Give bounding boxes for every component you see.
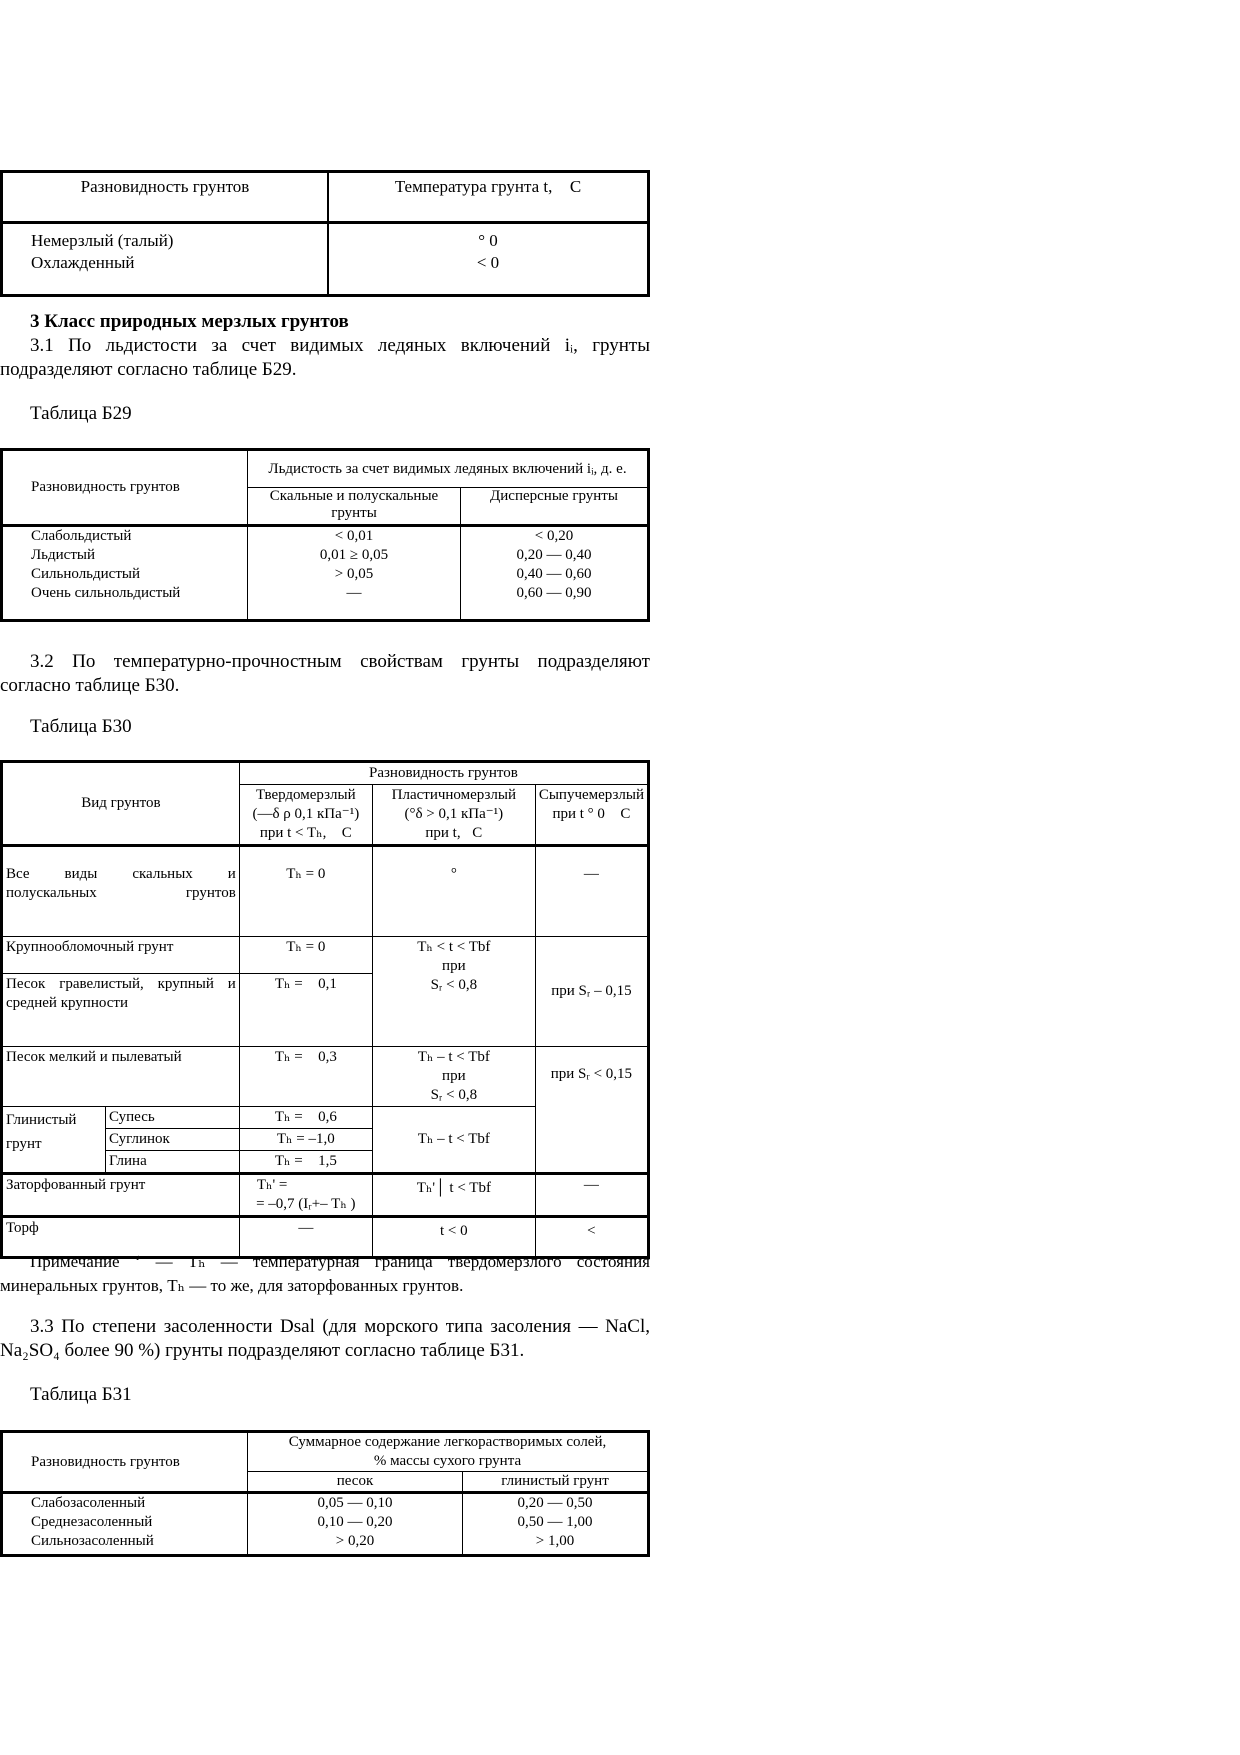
b31-sand: 0,10 — 0,20 bbox=[317, 1514, 393, 1530]
kind-unfrozen: Немерзлый (талый) bbox=[31, 231, 174, 250]
b29-disp: 0,60 — 0,90 bbox=[516, 585, 592, 601]
b30-clay-plastic: Tₕ – t < Tbf bbox=[372, 1107, 535, 1174]
b31-clay-values bbox=[463, 1493, 649, 1556]
temp-cell bbox=[328, 223, 649, 296]
table-b30 bbox=[0, 760, 650, 1259]
b30-clay-hard: Tₕ = 0,6 bbox=[239, 1107, 372, 1129]
b31-header-clay: глинистый грунт bbox=[463, 1472, 649, 1493]
b31-clay: 0,20 — 0,50 bbox=[517, 1495, 593, 1511]
b30-r4-plastic-line: Tₕ – t < Tbf bbox=[417, 1049, 490, 1065]
b30-plastic-cond: (°δ > 0,1 кПа⁻¹) bbox=[404, 806, 504, 822]
b30-r1-plastic: ° bbox=[372, 846, 535, 937]
kind-cooled: Охлажденный bbox=[31, 253, 135, 272]
b30-peat-loose: < bbox=[535, 1217, 648, 1258]
b30-header-kind: Вид грунтов bbox=[2, 762, 240, 846]
b30-peat-kind: Торф bbox=[2, 1217, 240, 1258]
b30-header-plastic bbox=[372, 785, 535, 846]
paragraph-3-1: 3.1 По льдистости за счет видимых ледяных включений iᵢ, грунты подразделяют согласно таблице Б29. bbox=[0, 335, 650, 380]
b30-r2-kind: Крупнообломочный грунт bbox=[2, 937, 240, 974]
b30-hard-cond: (—δ ρ 0,1 кПа⁻¹) bbox=[252, 806, 360, 822]
b30-r23-loose: при Sᵣ – 0,15 bbox=[535, 937, 648, 1047]
b30-note: Примечание ‘ — Tₕ — температурная граница твердомерзлого состояния минеральных грунтов, Tₕ — то же, для заторфованных грунтов. bbox=[0, 1252, 650, 1295]
caption-b31: Таблица Б31 bbox=[30, 1384, 132, 1405]
b29-rock: > 0,05 bbox=[334, 566, 374, 582]
b30-loose-title: Сыпучемерзлый bbox=[538, 787, 644, 803]
b29-kind: Очень сильнольдистый bbox=[31, 585, 181, 601]
b30-r1-hard: Tₕ = 0 bbox=[239, 846, 372, 937]
b30-peaty-plastic: Tₕ'│ t < Tbf bbox=[372, 1174, 535, 1217]
b31-header-group-line: % массы сухого грунта bbox=[373, 1453, 522, 1469]
b29-rock: 0,01 ≥ 0,05 bbox=[319, 547, 389, 563]
b29-header-kind: Разновидность грунтов bbox=[2, 450, 248, 526]
paragraph-3-2: 3.2 По температурно-прочностным свойствам грунты подразделяют согласно таблице Б30. bbox=[0, 651, 650, 696]
b30-peat-hard: — bbox=[239, 1217, 372, 1258]
b29-header-dispersed: Дисперсные грунты bbox=[461, 488, 649, 526]
b30-clay-sub: Супесь bbox=[106, 1107, 240, 1129]
b29-disp: 0,40 — 0,60 bbox=[516, 566, 592, 582]
b31-kind: Сильнозасоленный bbox=[31, 1533, 154, 1549]
kind-cell bbox=[2, 223, 329, 296]
b29-kinds bbox=[2, 526, 248, 621]
b30-r4-loose: при Sᵣ < 0,15 bbox=[535, 1047, 648, 1174]
b30-clay-hard: Tₕ = –1,0 bbox=[239, 1129, 372, 1151]
b29-rock-values bbox=[248, 526, 461, 621]
b31-sand: 0,05 — 0,10 bbox=[317, 1495, 393, 1511]
b30-r23-plastic-line: при bbox=[442, 958, 466, 974]
b29-kind: Сильнольдистый bbox=[31, 566, 140, 582]
soil-temperature-table bbox=[0, 170, 650, 297]
b30-header-hard bbox=[239, 785, 372, 846]
b30-loose-temp: при t ° 0 С bbox=[558, 806, 625, 822]
b30-header-group: Разновидность грунтов bbox=[239, 762, 648, 785]
b30-r3-hard: Tₕ = 0,1 bbox=[239, 974, 372, 1047]
b31-kind: Среднезасоленный bbox=[31, 1514, 153, 1530]
temp-unfrozen: ° 0 bbox=[478, 231, 498, 250]
b30-peat-plastic: t < 0 bbox=[372, 1217, 535, 1258]
b29-rock: < 0,01 bbox=[334, 528, 374, 544]
b31-clay: 0,50 — 1,00 bbox=[517, 1514, 593, 1530]
b30-clay-hard: Tₕ = 1,5 bbox=[239, 1151, 372, 1174]
b30-r1-loose: — bbox=[535, 846, 648, 937]
b29-disp-values bbox=[461, 526, 649, 621]
b30-r2-hard: Tₕ = 0 bbox=[239, 937, 372, 974]
b30-peaty-hard-line: = –0,7 (Iᵣ+– Tₕ ) bbox=[256, 1196, 356, 1212]
b31-header-group bbox=[248, 1432, 649, 1472]
b29-disp: 0,20 — 0,40 bbox=[516, 547, 592, 563]
b31-sand-values bbox=[248, 1493, 463, 1556]
b30-r4-hard: Tₕ = 0,3 bbox=[239, 1047, 372, 1107]
b29-kind: Льдистый bbox=[31, 547, 95, 563]
caption-b29: Таблица Б29 bbox=[30, 403, 132, 424]
b31-header-group-line: Суммарное содержание легкорастворимых солей, bbox=[288, 1434, 607, 1450]
b30-clay-sub: Суглинок bbox=[106, 1129, 240, 1151]
temp-cooled: < 0 bbox=[476, 253, 500, 272]
b29-kind: Слабольдистый bbox=[31, 528, 132, 544]
header-temperature: Температура грунта t, С bbox=[328, 172, 649, 223]
b30-r4-plastic-line: Sᵣ < 0,8 bbox=[430, 1087, 478, 1103]
b30-r23-plastic bbox=[372, 937, 535, 1047]
b31-header-kind: Разновидность грунтов bbox=[2, 1432, 248, 1493]
b30-peaty-kind: Заторфованный грунт bbox=[2, 1174, 240, 1217]
b29-disp: < 0,20 bbox=[534, 528, 574, 544]
b31-sand: > 0,20 bbox=[335, 1533, 375, 1549]
b30-r23-plastic-line: Sᵣ < 0,8 bbox=[430, 977, 478, 993]
table-b29 bbox=[0, 448, 650, 622]
b31-clay: > 1,00 bbox=[535, 1533, 575, 1549]
b29-rock: — bbox=[346, 585, 362, 601]
b30-hard-title: Твердомерзлый bbox=[256, 787, 356, 803]
b29-header-group: Льдистость за счет видимых ледяных включений iᵢ, д. е. bbox=[248, 450, 649, 488]
b30-r3-kind: Песок гравелистый, крупный и средней крупности bbox=[2, 974, 240, 1047]
b30-clay-sub: Глина bbox=[106, 1151, 240, 1174]
b29-header-rock: Скальные и полускальные грунты bbox=[248, 488, 461, 526]
b30-peaty-hard bbox=[239, 1174, 372, 1217]
b30-peaty-loose: — bbox=[535, 1174, 648, 1217]
b30-hard-temp: при t < Tₕ, С bbox=[265, 825, 346, 841]
b30-r4-kind: Песок мелкий и пылеватый bbox=[2, 1047, 240, 1107]
table-b31 bbox=[0, 1430, 650, 1557]
b30-plastic-temp: при t, С bbox=[429, 825, 479, 841]
section-heading: 3 Класс природных мерзлых грунтов bbox=[30, 311, 349, 332]
b30-clay-label: Глинистый грунт bbox=[2, 1107, 106, 1174]
b30-r23-plastic-line: Tₕ < t < Tbf bbox=[417, 939, 491, 955]
b30-r1-kind: Все виды скальных и полускальных грунтов bbox=[2, 846, 240, 937]
b31-kind: Слабозасоленный bbox=[31, 1495, 146, 1511]
b30-plastic-title: Пластичномерзлый bbox=[391, 787, 516, 803]
b30-r4-plastic-line: при bbox=[442, 1068, 466, 1084]
b30-peaty-hard-line: Tₕ' = bbox=[256, 1177, 288, 1193]
b30-header-loose bbox=[535, 785, 648, 846]
b30-r4-plastic bbox=[372, 1047, 535, 1107]
b31-header-sand: песок bbox=[248, 1472, 463, 1493]
paragraph-3-3: 3.3 По степени засоленности Dsal (для морского типа засоления — NaCl, Na₂SO₄ более 90 %) грунты подразделяют согласно таблице Б31. bbox=[0, 1316, 650, 1361]
caption-b30: Таблица Б30 bbox=[30, 716, 132, 737]
header-kind: Разновидность грунтов bbox=[2, 172, 329, 223]
b31-kinds bbox=[2, 1493, 248, 1556]
